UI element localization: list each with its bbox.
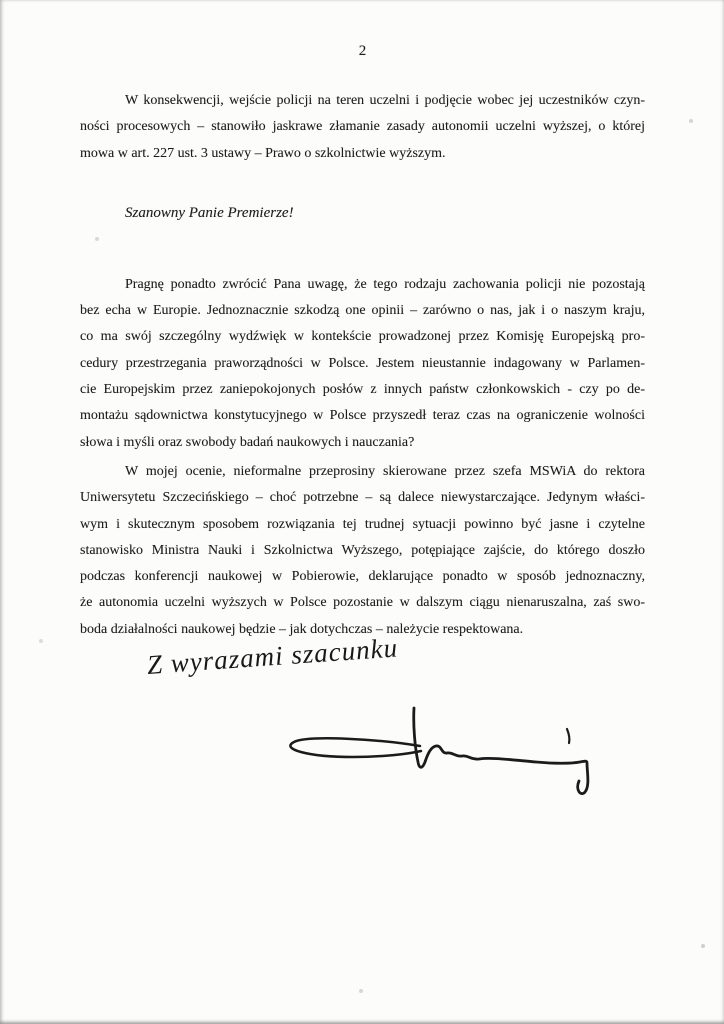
paragraph-consequences	[80, 88, 645, 167]
text-line: cie Europejskim przez zaniepokojonych posłów z innych państw członkowskich - czy po de-	[80, 382, 645, 398]
handwritten-signature	[268, 702, 608, 807]
text-line: W mojej ocenie, nieformalne przeprosiny skierowane przez szefa MSWiA do rektora	[125, 463, 645, 479]
text-line: słowa i myśli oraz swobody badań naukowych i nauczania?	[80, 434, 415, 450]
text-line: mowa w art. 227 ust. 3 ustawy – Prawo o szkolnictwie wyższym.	[80, 145, 446, 161]
text-line: Uniwersytetu Szczecińskiego – choć potrzebne – są dalece niewystarczające. Jedynym właści-	[80, 490, 645, 506]
page-number: 2	[358, 43, 367, 59]
handwritten-closing: Z wyrazami szacunku	[146, 632, 399, 680]
text-line: że autonomia uczelni wyższych w Polsce pozostanie w dalszym ciągu nienaruszalna, zaś swo-	[80, 595, 645, 611]
text-line: stanowisko Ministra Nauki i Szkolnictwa Wyższego, potępiające zajście, do którego doszło	[80, 542, 645, 558]
text-line: ności procesowych – stanowiło jaskrawe złamanie zasady autonomii uczelni wyższej, o której	[80, 119, 645, 135]
text-line: boda działalności naukowej będzie – jak dotychczas – należycie respektowana.	[80, 621, 524, 637]
text-line: co ma swój szczególny wydźwięk w kontekście prowadzonej przez Komisję Europejską pro-	[80, 329, 645, 345]
text-line: bez echa w Europie. Jednoznacznie szkodzą one opinii – zarówno o nas, jak i o naszym kraju,	[80, 303, 645, 319]
text-line: podczas konferencji naukowej w Pobierowie, deklarujące ponadto w sposób jednoznaczny,	[80, 569, 645, 585]
text-line: W konsekwencji, wejście policji na teren uczelni i podjęcie wobec jej uczestników czyn-	[125, 93, 645, 108]
signature-flourish	[268, 702, 608, 802]
paragraph-europe-reaction	[80, 272, 645, 456]
paragraph-assessment	[80, 459, 645, 643]
text-line: Pragnę ponadto zwrócić Pana uwagę, że tego rodzaju zachowania policji nie pozostają	[125, 276, 645, 292]
salutation: Szanowny Panie Premierze!	[125, 204, 294, 221]
letter-body	[80, 43, 645, 643]
text-line: cedury przestrzegania praworządności w Polsce. Jestem nieustannie indagowany w Parlamen-	[80, 355, 645, 371]
text-line: wym i skutecznym sposobem rozwiązania tej trudnej sytuacji powinno być jasne i czytelne	[80, 516, 645, 532]
text-line: montażu sądownictwa konstytucyjnego w Polsce przyszedł teraz czas na ograniczenie wolności	[80, 408, 645, 424]
